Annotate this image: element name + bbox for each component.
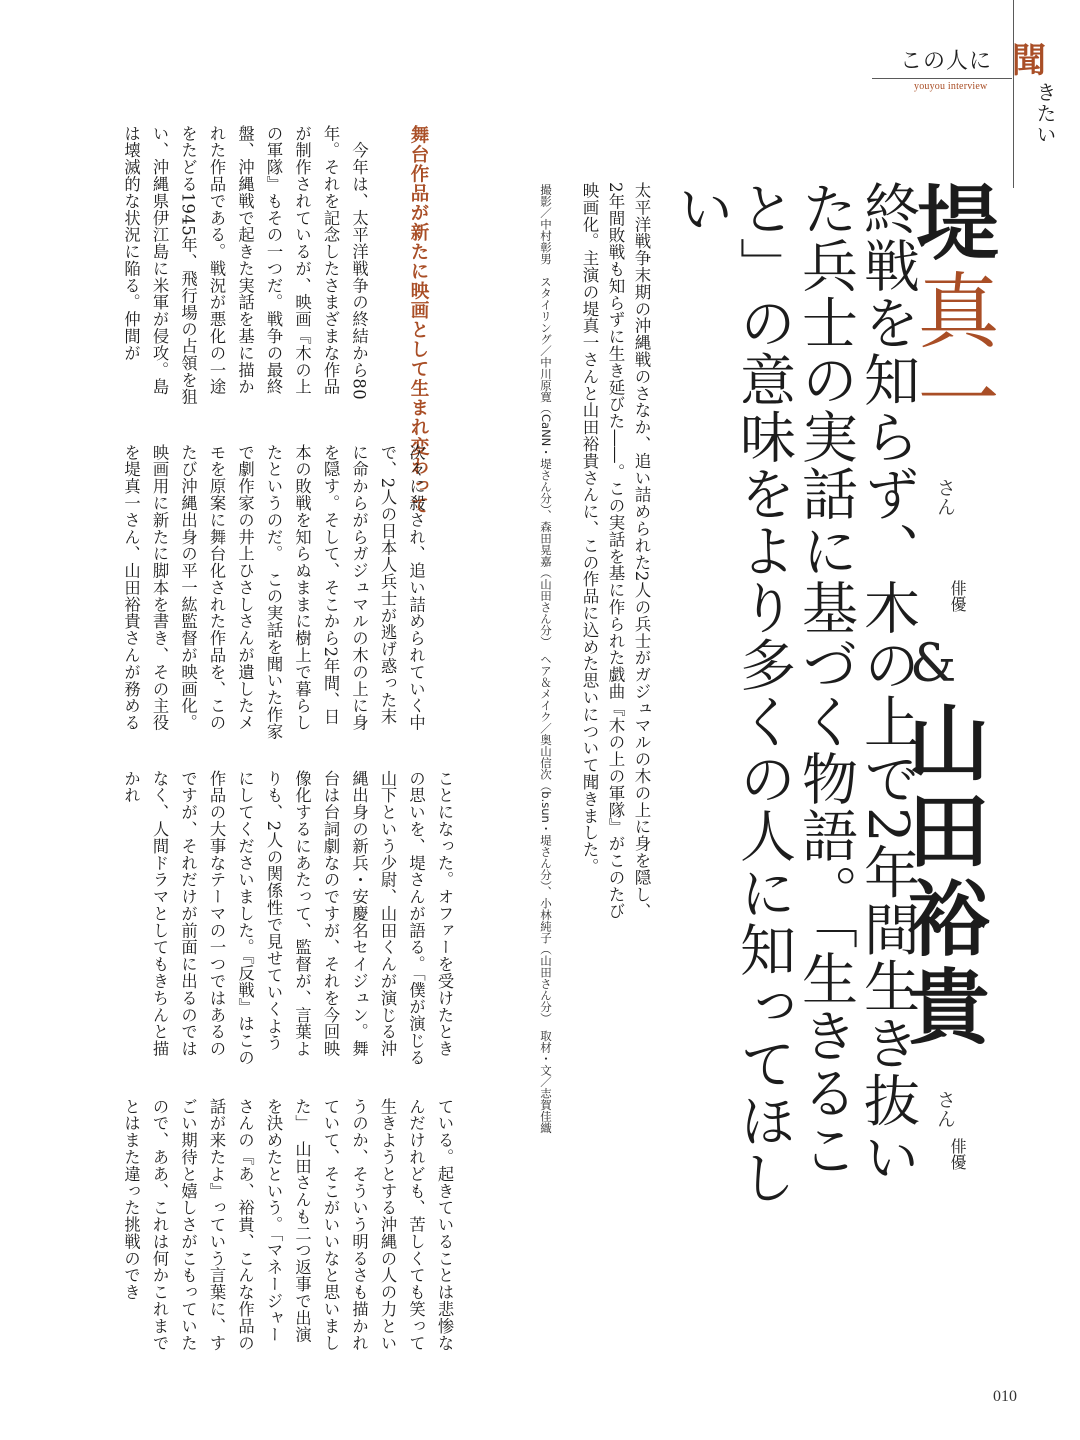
lead-paragraph: 太平洋戦争末期の沖縄戦のさなか、追い詰められた2人の兵士がガジュマルの木の上に身を隠し、2年間敗戦も知らずに生き延びた――。この実話を基に作られた戯曲『木の上の軍隊』がこのたび映画化。主演の堤真一さんと山田裕貴さんに、この作品に込めた思いについて聞きました。 [580, 182, 651, 920]
body-column: 今年は、太平洋戦争の終結から80年。それを記念したさまざまな作品が制作されているが、映画『木の上の軍隊』もその一つだ。戦争の最終盤、沖縄戦で起きた実話を基に描かれた作品である。戦況が悪化の一途をたどる1945年、飛行場の占領を狙い、沖縄県伊江島に米軍が侵攻。島は壊滅的な状況に陥る。仲間が [121, 125, 369, 406]
section-subheading: 舞台作品が新たに映画として生まれ変わって [408, 125, 429, 515]
corner-label-accent: 聞 [1012, 41, 1046, 81]
body-column: 次々に殺され、追い詰められていく中で、2人の日本人兵士が逃げ惑った末に命からがらガジュマルの木の上に身を隠す。そして、そこから2年間、日本の敗戦を知らぬままに樹上で暮らしたというのだ。 この実話を聞いた作家で劇作家の井上ひさしさんが遺したメモを原案に舞台化された作品を、このたび沖縄出身の平一紘監督が映画化。映画用に新たに脚本を書き、その主役を堤真一さん、山田裕貴さんが務める [121, 444, 426, 740]
body-column: ことになった。オファーを受けたときの思いを、堤さんが語る。「僕が演じる山下という少尉、山田くんが演じる沖縄出身の新兵・安慶名セイジュン。舞台は台詞劇なのですが、それを今回映像化するにあたって、監督が、言葉よりも、2人の関係性で見せていくようにしてくださいました。『反戦』はこの作品の大事なテーマの一つではあるのですが、それだけが前面に出るのではなく、人間ドラマとしてもきちんと描かれ [121, 770, 454, 1066]
corner-label-tail: きたい [1033, 82, 1057, 145]
guest-occupation: 俳優 [948, 1138, 967, 1170]
ampersand: & [910, 634, 957, 694]
guest-honorific: さん [934, 1090, 956, 1128]
photo-credits: 撮影／中村彰男 スタイリング／中川原寛（CaNN・堤さん分）、森田晃嘉（山田さん分） ヘア＆メイク／奥山信次（b.sun・堤さん分）、小林純子（山田さん分） 取材・文／志賀佳織 [539, 184, 553, 1134]
body-column: ている。起きていることは悲惨なんだけれども、苦しくても笑って生きようとする沖縄の人の力というのか、そういう明るさも描かれていて、そこがいいなと思いました」 山田さんも二つ返事で出演を決めたという。「マネージャーさんの『あ、裕貴、こんな作品の話が来たよ』っていう言葉に、すごい期待と嬉しさがこもっていたので、ああ、これは何かこれまでとはまた違った挑戦のでき [121, 1098, 454, 1352]
guest-honorific: さん [934, 478, 956, 516]
guest-given-name: 真一 [904, 268, 999, 444]
corner-rule-vertical [1013, 0, 1014, 188]
corner-subtitle: youyou interview [914, 81, 988, 92]
guest-family-name: 堤 [903, 180, 999, 268]
page-number: 010 [993, 1388, 1017, 1405]
guest-family-name: 山田 [894, 700, 990, 876]
guest-occupation: 俳優 [948, 580, 967, 612]
guest-given-name: 裕貴 [894, 876, 990, 1052]
headline: 終戦を知らず、木の上で2年間生き抜いた兵士の実話に基づく物語。「生きること」の意味をより多くの人に知ってほしい [669, 180, 920, 1206]
corner-label: この人に [900, 49, 993, 74]
corner-rule-horizontal [872, 78, 1012, 79]
